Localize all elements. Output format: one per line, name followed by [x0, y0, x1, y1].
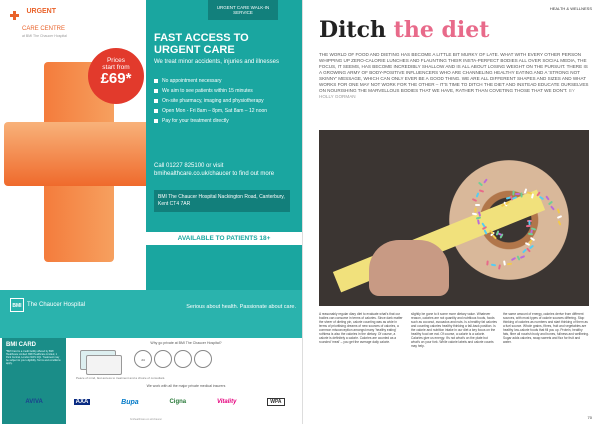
hospital-band	[0, 290, 302, 338]
why-private-heading: Why go private at BMI The Chaucer Hospital?	[150, 341, 222, 345]
card-graphic	[80, 350, 124, 376]
page-number: 70	[587, 415, 592, 420]
insurers-label: We work with all the major private medical insurers	[146, 384, 226, 388]
sprinkle	[475, 204, 480, 206]
feature-circle: 24	[134, 350, 152, 368]
advert-footer	[0, 338, 302, 424]
sprinkle	[503, 261, 506, 266]
standfirst-text: THE WORLD OF FOOD AND DIETING HAS BECOME A LITTLE BIT MURKY OF LATE. WHAT WITH EVERY OTHER PERSON WHIPPING UP ZERO-CALORIE LUNCHES AND FLAUNTING THEIR INSTA-PERFECT BODIES ALL OVER SOCIAL MEDIA, THE FOCUS, IT SEEMS, HAS BECOME INCREDIBLY SHALLOW AND IS ALL ABOUT LOSING WEIGHT ON THE PURSUIT. THERE IS A GROWING ARMY OF BODY-POSITIVE INFLUENCERS WHO ARE CHANNELING HEALTHY EATING AND A 'STRONG NOT SKINNY' MESSAGE, WHICH CAN ONLY EVER BE A GOOD THING. WE ARE ALL DIFFERENT SHAPES AND SIZES AND WHAT WORKS FOR ONE MAY NOT WORK FOR THE OTHER – IT'S TIME TO DITCH THE DIET AND INSTEAD EDUCATE OURSELVES ON NOURISHING THE MARVELLOUS BODIES THAT WE HAVE, RATHER THAN COVETING THOSE THAT WE DON'T.	[319, 52, 589, 93]
hospital-address: BMI The Chaucer Hospital Nackington Road, Canterbury, Kent CT4 7AR	[154, 190, 290, 212]
feature-circles	[134, 350, 212, 368]
title-word1: Ditch	[319, 17, 386, 43]
bmi-card-box	[2, 338, 66, 424]
list-item: On-site pharmacy, imaging and physiotherapy	[154, 98, 294, 104]
urgent-care-logo	[10, 8, 67, 38]
footer-url[interactable]: bmihealthcare.co.uk/chaucer	[130, 418, 162, 421]
sprinkle	[515, 193, 520, 195]
bmi-hospital-name: The Chaucer Hospital	[27, 302, 86, 308]
logo-sub: at BMI The Chaucer Hospital	[22, 34, 67, 38]
price-badge	[88, 48, 144, 104]
price-line1: Prices	[106, 57, 126, 64]
aviva-logo: AVIVA	[25, 399, 43, 405]
axa-logo: AXA	[75, 399, 89, 405]
bmi-mark: BMI	[10, 298, 24, 312]
availability-banner: AVAILABLE TO PATIENTS 18+	[146, 232, 302, 245]
logo-line2: CARE CENTRE	[22, 26, 66, 32]
cross-logo-icon	[10, 11, 19, 20]
doughnut-tape-photo	[319, 130, 589, 306]
price-line2: start from	[102, 64, 130, 71]
body-column: the same amount of energy, calories derive from different sources, with most types of calorie sources differing. Stop thinking of calories as numbers and start thinking of them as a fuel source. Whole grains, fibres, fruit and vegetables are healthy low-calorie foods that fill you up. Protein, healthy fats, fibre all nourish body and bones, fullness and wellbeing. Sugar adds calories, swap sweets and fizz for fruit and water.	[503, 312, 589, 344]
article-body	[319, 312, 589, 348]
article-title	[319, 18, 489, 42]
vitality-logo: Vitality	[216, 399, 237, 405]
list-item: Pay for your treatment directly	[154, 118, 294, 124]
bmi-card-desc: *BMI Card is a credit facility offered by BMI Healthcare Limited. BMI Healthcare Limited, 1 Park Central, London NW1 2QJ. Treatment may be subject to your eligibility. Terms and conditions apply.	[6, 350, 61, 365]
list-item: Open Mon - Fri 8am – 8pm, Sat 8am – 12 noon	[154, 108, 294, 114]
bmi-logo	[10, 298, 85, 312]
feature-circle	[154, 350, 172, 368]
logo-line1: URGENT	[26, 8, 57, 15]
sprinkle	[474, 207, 476, 212]
feature-circle	[174, 350, 192, 368]
call-to-action[interactable]: Call 01227 825100 or visit bmihealthcare.co.uk/chaucer to find out more	[154, 163, 275, 177]
list-item: We aim to see patients within 15 minutes	[154, 88, 294, 94]
price-amount: £69*	[100, 70, 132, 87]
section-label: HEALTH & WELLNESS	[549, 6, 592, 11]
tagline: Serious about health. Passionate about care.	[186, 304, 296, 310]
ad-lead: We treat minor accidents, injuries and illnesses	[154, 59, 279, 65]
byline: BY HOLLY GORMAN	[319, 88, 575, 99]
title-word2: the diet	[393, 17, 490, 43]
insurer-logos	[10, 398, 300, 406]
body-column: slightly be gone to it some more dietary value. Whatever reason, calories are not quantity and nutritious foods, foods such as coconut, avocados and nuts. Is a healthy fat calories and counting calories healthy thinking a fall-back position. Is the calorie and nutrition intake in our diet a key focus on the healthy food we eat. Of course, a calorie is a calorie. Calories give us energy. It's not what's on the plate but what's on your fork. While calorie labels and calorie counts may help.	[411, 312, 497, 348]
ad-headline: FAST ACCESS TO URGENT CARE	[154, 32, 249, 56]
body-column: A reasonably regular diary diet to evaluate what's that our bodies can consume in terms of calories. Since dark matter the sheer of dieting pin, calorie counting was as wide in terms of prioritising dreams of new sources of calories, a common misconception amongst many 'healthy eating' ruthless is also the calories in the dietary. Of course, a calorie is definitely a calorie. Calories are counted as a rounded 'meal' – you get the average daily calorie.	[319, 312, 403, 344]
feature-circle	[194, 350, 212, 368]
bupa-logo: Bupa	[121, 398, 139, 406]
reason-text: Peace of mind, fast access to treatment and a choice of consultant.	[76, 376, 166, 380]
standfirst	[319, 52, 589, 100]
cigna-logo: Cigna	[169, 399, 187, 405]
info-panel	[146, 0, 302, 290]
list-item: No appointment necessary	[154, 78, 294, 84]
sprinkle	[526, 224, 531, 227]
benefits-list	[154, 78, 294, 128]
sprinkle	[520, 192, 522, 197]
article-page	[302, 0, 600, 424]
walk-in-tag: URGENT CARE WALK-IN SERVICE	[208, 0, 278, 20]
bmi-card-title: BMI CARD	[6, 342, 36, 348]
wpa-logo: WPA	[267, 398, 284, 406]
